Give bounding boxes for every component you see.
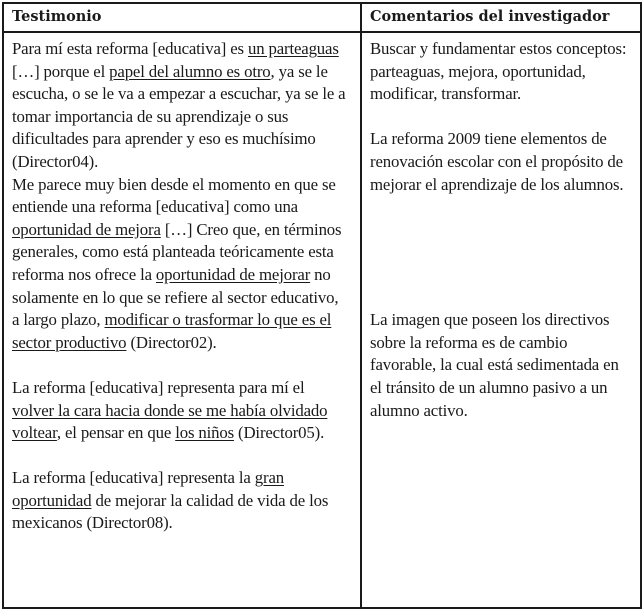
highlight-papel-alumno: papel del alumno es otro	[109, 61, 271, 81]
highlight-modificar-trasformar: modificar o trasformar lo que es el sector productivo	[12, 310, 332, 352]
paragraph-gap	[12, 445, 348, 468]
comments-cell	[361, 32, 641, 608]
comment-imagen-directivos: La imagen que poseen los directivos sobre la reforma es de cambio favorable, la cual está sedimentada en el tránsito de un alumno pasivo a un alumno activo.	[370, 310, 619, 420]
research-table	[2, 2, 642, 609]
paragraph-gap	[370, 196, 634, 309]
testimony-director02: Me parece muy bien desde el momento en que se entiende una reforma [educativa] como una oportunidad de mejora […] Creo que, en términos generales, como está planteada teóricamente esta reforma nos ofrece la oportunidad de mejorar no solamente en lo que se refiere al sector educativo, a largo plazo, modificar o trasformar lo que es el sector productivo (Director02).	[12, 174, 342, 352]
testimony-director05: La reforma [educativa] representa para mí el volver la cara hacia donde se me había olvidado voltear, el pensar en que los niños (Director05).	[12, 377, 328, 443]
header-comments: Comentarios del investigador	[361, 3, 641, 32]
highlight-gran-oportunidad: gran oportunidad	[12, 468, 284, 510]
testimony-director08: La reforma [educativa] representa la gran oportunidad de mejorar la calidad de vida de los mexicanos (Director08).	[12, 468, 329, 533]
highlight-oportunidad-mejorar: oportunidad de mejorar	[155, 264, 311, 284]
highlight-parteaguas: un parteaguas	[247, 39, 339, 58]
comment-concepts: Buscar y fundamentar estos conceptos: parteaguas, mejora, oportunidad, modificar, transformar.	[370, 39, 627, 104]
testimony-director04: Para mí esta reforma [educativa] es un parteaguas […] porque el papel del alumno es otro, ya se le escucha, o se le va a empezar a escuchar, ya se le a tomar importancia de su aprendizaje o sus dificultades para aprender y eso es muchísimo (Director04).	[12, 39, 346, 171]
highlight-oportunidad-mejora: oportunidad de mejora	[12, 219, 161, 239]
comment-reforma-2009: La reforma 2009 tiene elementos de renovación escolar con el propósito de mejorar el aprendizaje de los alumnos.	[370, 129, 624, 194]
highlight-los-ninos: los niños	[175, 423, 234, 443]
paragraph-gap	[12, 354, 348, 377]
highlight-volver-cara: volver la cara hacia donde se me había olvidado voltear	[12, 400, 328, 443]
paragraph-gap	[370, 106, 634, 129]
header-row	[3, 3, 641, 32]
header-testimony: Testimonio	[3, 3, 361, 32]
body-row	[3, 32, 641, 608]
testimony-cell	[3, 32, 361, 608]
